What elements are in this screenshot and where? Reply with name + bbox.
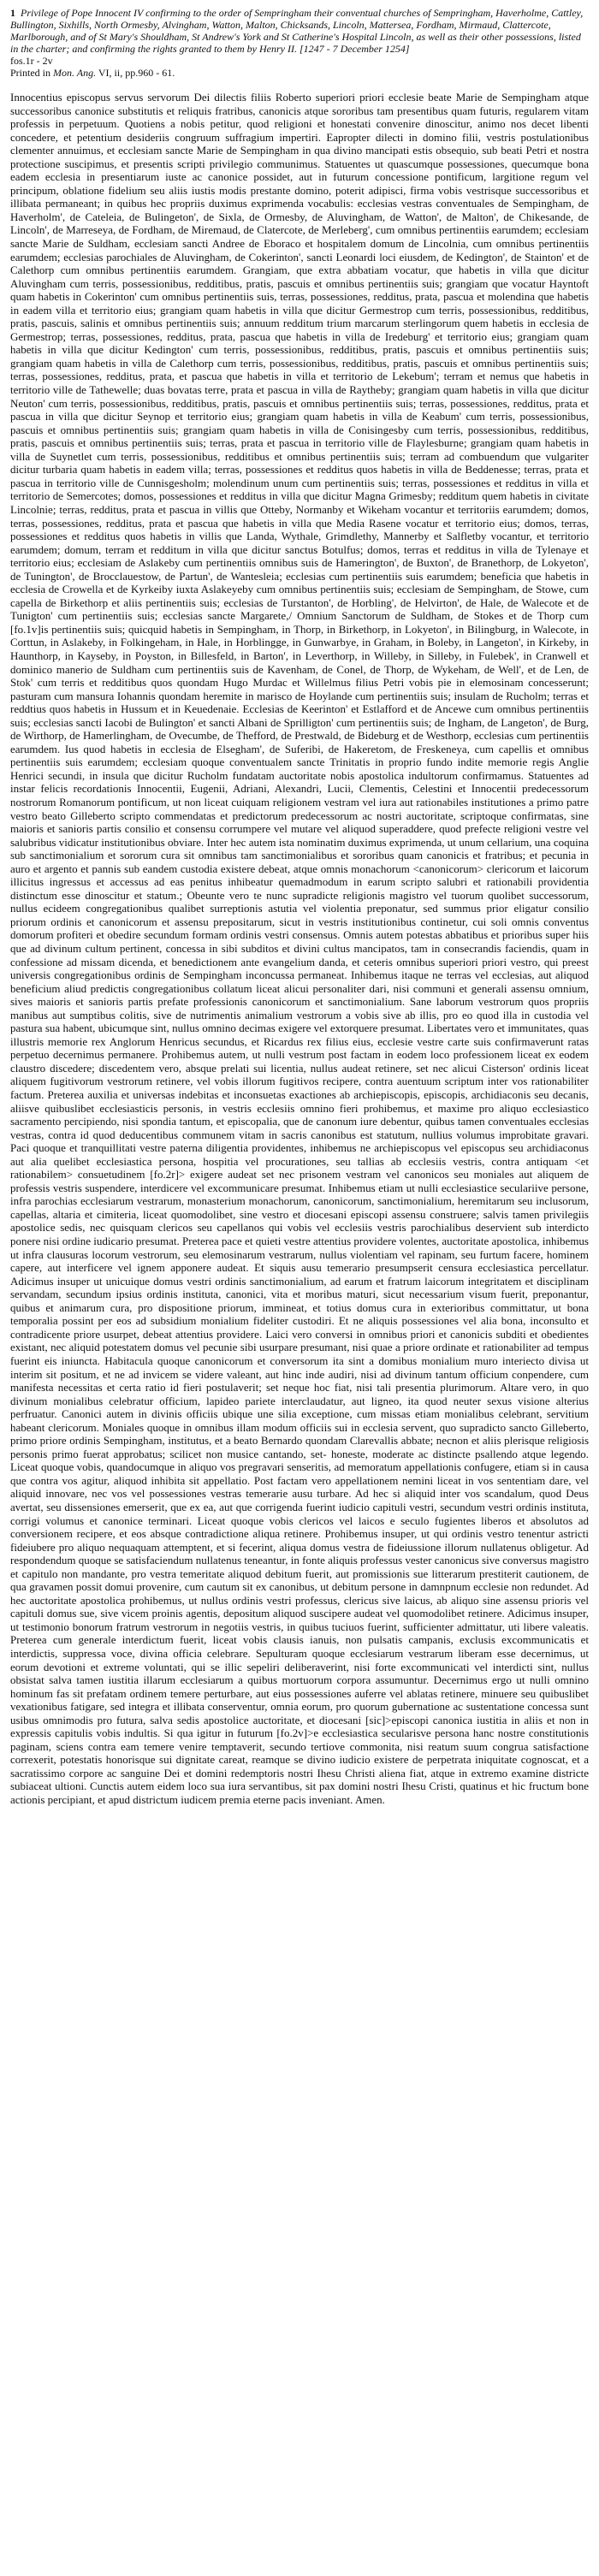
document-header	[10, 7, 589, 55]
folio-reference: fos.1r - 2v	[10, 55, 53, 67]
document-title: Privilege of Pope Innocent IV confirming to the order of Sempringham their conventual churches of Sempringham, Haverholme, Cattley, Bullington, Sixhills, North Ormesby, Alvingham, Watton, Malton, Chicksands, Lincoln, Mattersea, Fordham, Mirmaud, Clattercote, Marlborough, and of St Mary's Shouldham, St Andrew's York and St Catherine's Hospital Lincoln, as well as their other possessions, listed in the charter; and confirming the rights granted to them by Henry II. [1247 - 7 December 1254]	[10, 7, 584, 55]
charter-body-text: Innocentius episcopus servus servorum Dei dilectis filiis Roberto superiori priori ecclesie beate Marie de Sempingham atque successoribus canonice substitutis et reliquis fratribus, canonicis atque sororibus tam presentibus quam futuris, regularem vitam professis in perpetuum. Quotiens a nobis petitur, quod religioni et honestati convenire dinoscitur, animo nos decet libenti concedere, et petentium desideriis congruum suffragium impertiri. Eapropter dilecti in domino filii, vestris postulationibus clementer annuimus, et ecclesiam sancte Marie de Sempingham in qua divino mancipati estis obsequio, sub beati Petri et nostra protectione suscipimus, et presentis scripti privilegio communimus. Statuentes ut quascumque possessiones, quecumque bona eadem ecclesia in presentiarum iuste ac canonice possidet, aut in futurum concessione pontificum, largitione regum vel principum, oblatione fidelium seu aliis iustis modis prestante domino, poterit adipisci, firma vobis vestrisque successoribus et illibata permaneant; in quibus hec propriis duximus exprimenda vocabulis: ecclesias vestras conventuales de Sempingham, de Haverholm', de Cateleia, de Bulingeton', de Sixla, de Ormesby, de Aluvingham, de Watton', de Malton', de Chikesande, de Lincoln', de Marreseya, de Fordham, de Miremaud, de Clatercote, de Merleberg', cum omnibus pertinentiis earumdem; ecclesiam sancte Marie de Suldham, ecclesiam sancti Andree de Eboraco et hospitalem domum de Lincolnia, cum omnibus pertinentiis earumdem; ecclesias parochiales de Aluvingham, de Cokerinton', sancti Leonardi loci eiusdem, de Kedington', de Stainton' et de Calethorp cum omnibus pertinentiis earumdem. Grangiam, que extra abbatiam vocatur, que habetis in villa que dicitur Aluvingham cum terris, possessionibus, redditibus, pratis, pascuis et omnibus pertinentiis suis; grangiam que vocatur Hayntoft quam habetis in Cokerinton' cum omnibus pertinentiis suis, terras, possessiones, redditus, prata, pascua et molendina que habetis in eadem villa et territorio eius; grangiam quam habetis in villa que dicitur Germestrop cum terris, possessionibus, redditibus, pratis, pascuis, salinis et omnibus pertinentiis suis; annuum redditum trium marcarum sterlingorum quem habetis in ecclesia de Germestrop; terras, possessiones, redditus, prata, pascua que habetis in villa de Iredeburg' et territorio eius; grangiam quam habetis in villa que dicitur Kedington' cum terris, possessionibus, redditibus, pratis, pascuis et omnibus pertinentiis suis; grangiam quam habetis in villa de Calethorp cum terris, possessionibus, redditibus, pratis, pascuis et omnibus pertinentiis suis; terras, possessiones, redditus, prata, et pascua que habetis in villa et territorio de Lekebum'; terram et nemus que habetis in territorio ville de Tathewelle; duas bovatas terre, prata et pascua in villa de Raytheby; grangiam quam habetis in villa que dicitur Neuton' cum terris, possessionibus, redditibus, pratis, pascuis et omnibus pertinentiis suis; terras, possessiones, redditus, prata et pascua in villa que dicitur Seynop et territorio eius; grangiam quam habetis in villa de Keabum' cum terris, possessionibus, pascuis et omnibus pertinentiis suis; grangiam quam habetis in villa de Conisingesby cum terris, possessionibus, redditibus, pratis, pascuis et omnibus pertinentiis suis; terras, prata et pascua in territorio ville de Flaylesburne; grangiam quam habetis in villa de Suynetlet cum terris, possessionibus, redditibus et omnibus pertinentiis suis; terram ad combuendum que vulgariter dicitur turbaria quam habetis in eadem villa; terras, possessiones et redditus quos habetis in villa de Beddenesse; terras, prata et pascua in territorio ville de Cunnisgesholm; molendinum unum cum pertinentiis suis; terras, possessiones et redditus in villa et territorio de Semercotes; domos, possessiones et redditus in villa que dicitur Magna Grimesby; redditum quem habetis in civitate Lincolnie; terras, redditus, prata et pascua in villis que Otteby, Normanby et Wikeham vocantur et territoriis earumdem; domos, terras, possessiones, redditus, prata et pascua que habetis in villa que Media Rasene vocatur et territorio eius; domos, terras, possessiones et redditus quos habetis in villis que Landa, Wythale, Grimdlethy, Mannerby et Salfletby vocantur, et territorio earumdem; domum, terram et redditum in villa que dicitur sanctus Botulfus; domos, terras et redditus in villa de Tylenaye et territorio eius; ecclesiam de Aslakeby cum pertinentiis omnibus suis de Hamerington', de Buxton', de Branethorp, de Lokyeton', de Tunington', de Brocclauestow, de Partun', de Wantesleia; ecclesias cum pertinentiis suis earumdem; beneficia que habetis in ecclesia de Crowella et de Kyrkeiby iuxta Aslakeyeby cum omnibus pertinentiis suis; ecclesiam de Sempingham, de Stowe, cum capella de Birkethorp et aliis pertinentiis suis; ecclesias de Turstanton', de Horbling', de Helvirton', de Hale, de Walecote et de Tunigton' cum pertinentiis suis; ecclesias sancte Margarete,/ Omnium Sanctorum de Suldham, de Stokes et de Thorp cum [fo.1v]is pertinentiis suis; quicquid habetis in Sempingham, in Thorp, in Birkethorp, in Lokyeton', in Bilingburg, in Walecote, in Corttun, in Aslakeby, in Folkingeham, in Hale, in Horblingge, in Gunwarbye, in Graham, in Boleby, in Langeton', in Kirkeby, in Haunthorp, in Kayseby, in Poyston, in Billesfeld, in Barton', in Leverthorp, in Willeby, in Silleby, in Fulebek', in Cranwell et dominico manerio de Suldham cum pertinentiis suis de Kavenham, de Conel, de Thorp, de Wykeham, de Well', et de Len, de Stok' cum terris et redditibus quos quondam Hugo Murdac et Willelmus filius Petri vobis pie in elemosinam concesserunt; pasturam cum mansura Iohannis quondam heremite in marisco de Hoylande cum pertinentiis suis; insulam de Rucholm; terras et reddtius quos habetis in Hussum et in Keuedenaie. Ecclesias de Keerinton' et Estlafford et de Ancewe cum omnibus pertinentiis suis; ecclesias sancti Iacobi de Bulington' et sancti Albani de Sprilligton' cum pertinentiis suis; de Ingham, de Langeton', de Burg, de Wirthorp, de Hamerlingham, de Ovecumbe, de Thefford, de Prestwald, de Bideburg et de Westhorp, ecclesias cum pertinentiis earumdem. Ius quod habetis in ecclesia de Elsegham', de Suferibi, de Hakeretom, de Freskeneya, cum capellis et omnibus pertinentiis suis earumdem; ecclesiam quoque conventualem sancte Trinitatis in proprio fundo indite memorie regis Anglie Henrici secundi, in insula que dicitur Rucholm fundatam auctoritate nobis apostolica indultorum confirmamus. Statuentes ad instar felicis recordationis Innocentii, Eugenii, Adriani, Alexandri, Lucii, Clementis, Celestini et Innocentii predecessorum nostrorum Romanorum pontificum, ut non liceat cuiquam religionem vestram vel iura aut rationabiles institutiones a primo patre vestro beato Gilleberto scripto commendatas et predictorum predecessorum ac nostri auctoritate, scriptoque confirmatas, sine maioris et sanioris partis consilio et consensu corrumpere vel mutare vel aliquod superaddere, quod prefecte religioni vestre vel salubribus vidicatur institutionibus obviare. Inter hec autem ista nominatim duximus exprimenda, ut unum cellarium, una coquina sub sanctimonialium et sororum cura sit omnibus tam sanctimonialibus et sororibus quam canonicis et fratribus; et pecunia in auro et argento et pannis sub eandem custodia existere debeat, atque omnis monachorum <canonicorum> clericorum et laicorum illicitus ingressus et accessus ad eas penitus inhibeatur quemadmodum in earum scripto salubri et rationabili providentia distinctum esse dinoscitur et statum.; Obeunte vero te nunc supradicte religionis magistro vel tuorum quolibet successorum, nullus ecideem congregationibus qualibet surreptionis astutia vel violentia preponatur, sed summus prior eligatur consilio priorum ordinis et canonicorum et assensu prepositarum, sicut in vestris institutionibus continetur, cui soli omnis conventus domorum profiteri et obedire secundum formam ordinis vestri consensus. Omnis autem potestas abbatibus et prioribus super hiis que ad divinum cultum pertinent, concessa in sibi subditos et divini cultus mancipatos, tam in consecrandis faciendis, quam in confessione ad missam dicenda, et benedictionem ante evangelium danda, et ceteris omnibus superiori priori vestro, qui preest universis congregationibus ordinis de Sempingham inconcussa permaneat. Inhibemus itaque ne terras vel ecclesias, aut aliquod beneficium aliud predictis congregationibus collatum liceat alicui personaliter dari, nisi communi et generali assensu omnium, sives maioris et sanioris partis prefate professionis canonicorum et sanctimonialium. Sane laborum vestrorum quos propriis manibus aut sumptibus colitis, sive de nutrimentis animalium vestrorum a vobis sive ab illis, pro eo quod illa in custodia vel pastura sua habent, ubicumque sint, nullus omnino decimas exigere vel extorquere presumat. Libertates vero et immunitates, quas illustris memorie rex Anglorum Henricus secundus, et Ricardus rex filius eius, ecclesie vestre carte suis confirmaverunt ratas perpetuo decernimus permanere. Prohibemus autem, ut nulli vestrum post factam in eodem loco professionem liceat ex eodem claustro discedere; discedentem vero, absque prelati sui licentia, nullus audeat retinere, set nec alicui Cisterson' ordinis liceat aliquem fugitivorum vestrorum retinere, vel vobis illorum fugitivos recipere, contra auentuum scriptum inter vos rationabiliter factum. Preterea auxilia et universas indebitas et inconsuetas exactiones ab archiepiscopis, episcopis, archidiaconis seu decanis, aliisve quibuslibet ecclesiasticis personis, in vestris ecclesiis omnino fieri prohibemus, et maxime pro aliquo ecclesiastico sacramento percipiendo, nisi spondia tantum, et episcopalia, que de canonum iure debentur, quibus tamen conventuales ecclesias vestras, contra id quod deducentibus communem vitam in sacris canonibus est statutum, nullius volumus improbitate gravari. Paci quoque et tranquillitati vestre paterna diligentia providentes, inhibemus ne archiepiscopus vel episcopus seu archidiaconus aut alia quelibet ecclesiastica persona, hospitia vel procurationes, seu tallias ab ecclesiis vestris, contra antiquam <et rationabilem> consuetudinem [fo.2r]> exigere audeat set nec prisonem vestram vel canonicos seu moniales aut aliquem de professis vestris suspendere, interdicere vel excommunicare presumat. Inhibemus etiam ut nulli ecclesiastice seculariive persone, infra parochias ecclesiarum vestrarum, monasterium monachorum, canonicorum, sanctimonialium, heremitarum seu inclusorum, capellas, altaria et cimiteria, liceat quomodolibet, sine vestro et diocesani episcopi assensu construere; salvis tamen privilegiis apostolice sedis, nec quisquam clericos seu capellanos qui vobis vel ecclesiis vestris parochialibus deservient sub interdicto ponere nisi ordine iudicario presumat. Preterea pace et quieti vestre attentius providere volentes, auctoritate apostolica, inhibemus ut infra clausuras locorum vestrorum, seu elemosinarum vestrarum, nullus violentiam vel rapinam, seu furtum facere, hominem capere, aut interficere vel ignem apponere audeat. Et siquis ausu temerario presumpserit censura ecclesiastica percellatur. Adicimus insuper ut unicuique domus vestri ordinis sanctimonialium, ad earum et fratrum laicorum integritatem et disciplinam servandam, secundum ipsius ordinis instituta, canonici, vita et moribus maturi, sicut necessarium visum fuerit, preponantur, quibus et animarum cura, pro dispositione priorum, immineat, et totius domus cura in exterioribus committatur, ut bona temporalia possint per eos ad subsidium monialium fideliter custodiri. Et ne aliquis possessiones vel alia bona, inconsulto et contradicente priore usurpet, debeat attentius providere. Laici vero conversi in omnibus priori et canonicis subditi et obedientes existant, nec aliquid potestatem domus vel pecunie sibi usurpare presumant, nisi quae a priore ordinate et rationabiliter ad tempus fuerint eis iniuncta. Habitacula quoque canonicorum et conversorum ita sint a domibus monialium muro interiecto divisa ut interim sit positum, et ne ad invicem se videre valeant, aut hinc inde audiri, nisi ad divinum tantum officium conpendere, cum manifesta necessitas et certa ratio id fieri postulaverit; set neque hoc fiat, nisi tali presentia plurimorum. Altare vero, in quo divinum monialibus celebratur officium, lapideo pariete interclaudatur, aut ligneo, ita quod neuter sexus visione alterius perfruatur. Canonici autem in divinis officiis ubique une silia exceptione, cum missas etiam monialibus celebrant, servitium habeant clericorum. Moniales quoque in omnibus illam modum officiis sui in ecclesia servent, quo supradicto sancto Gilleberto, primo priore ordinis Sempingham, institutus, et a beato Bernardo quondam Clarevallis abbate; necnon et aliis plerisque religiosis personis primo fuerat approbatus; scilicet non musice cantando, set- honeste, moderate ac distincte psallendo atque legendo. Liceat quoque vobis, quandocumque in aliquo vos pregravari senseritis, ad memoratum appellationis confugere, etiam si in causa que contra vos agitur, aliquod inhibita sit appellatio. Post factam vero appellationem nemini liceat in vos sententiam dare, vel aliquid innovare, nec vos vel possessiones vestras temerarie ausu turbare. Ad hec si aliquid inter vos scandalum, quod Deus avertat, seu dissensiones emerserit, que ex ea, aut que corrigenda fuerint iudicio capituli vestri, secundum vestri ordinis instituta, corrigi volumus et canonice terminari. Liceat quoque vobis clericos vel laicos e seculo fugientes liberos et absolutos ad conversionem recipere, et eos absque contradictione aliqua retinere. Prohibemus insuper, ut qui ordinis vestro tenentur astricti fideiubere pro aliquo nequaquam attemptent, et si fecerint, aliqua domus vestra de fideiussione illorum nullatenus obligetur. Ad respondendum quoque se satisfaciendum nullatenus teneantur, in fonte aliquis professus vester canonicus sive conversus magistro et capitulo non mandante, pro vestra temeritate aliquod debitum fuerit, aut promissionis sue litterarum prestiterit cautionem, de qua gravamen possit domui provenire, cum cautum sit ex canonibus, ut debitum persone in damnpnum ecclesie non redundet. Ad hec auctoritate apostolica prohibemus, ut nullus ordinis vestri professus, clericus sive laicus, ab aliquo sine assensu prioris vel capituli domus sue, sive vicem proinis agentis, depositum aliquod suscipere audeat vel quomodolibet retinere. Adicimus insuper, ut testimonio bonorum fratrum vestrorum in negotiis vestris, in quibus tuciuos fuerint, sufficienter admittatur, uti libere valeatis. Preterea cum generale interdictum fuerit, liceat vobis clausis ianuis, non pulsatis campanis, exclusis excommunicatis et interdictis, suppressa voce, divina officia celebrare. Sepulturam quoque ecclesiarum vestrarum liberam esse decernimus, ut eorum devotioni et extreme voluntati, qui se illic sepeliri deliberaverint, nisi forte excommunicati vel interdicti sint, nullus obsistat salva tamen iustitia illarum ecclesiarum a quibus mortuorum corpora assumuntur. Decernimus ergo ut nulli omnino hominum fas sit prefatam ordinem temere perturbare, aut eius possessiones auferre vel ablatas retinere, minuere seu quibuslibet vexationibus fatigare, sed integra et illibata conserventur, omnia eorum, pro quorum gubernatione ac sustentatione concessa sunt usibus omnimodis pro futura, salva sedis apostolice auctoritate, et diocesani [sic]>episcopi canonica iustitia in aliis et non in expressis capitulis vobis indultis. Si qua igitur in futurum [fo.2v]>e ecclesiastica secularisve persona hanc nostre constitutionis paginam, sciens contra eam temere venire temptaverit, secundo tertiove commonita, nisi reatum suum congrua satisfactione correxerit, potestatis honorisque sui dignitate careat, reamque se divino iudicio existere de perpetrata iniquitate cognoscat, et a sacratissimo corpore ac sanguine Dei et domini redemptoris nostri Ihesu Christi aliena fiat, atque in extremo examine districte subiaceat ultioni. Cunctis autem eidem loco sua iura servantibus, sit pax domini nostri Ihesu Cristi, quatinus et hic fructum bone actionis percipiant, et apud districtum iudicem premia eterne pacis inveniant. Amen.	[10, 91, 589, 1806]
printed-source: Mon. Ang.	[53, 67, 97, 79]
printed-suffix: VI, ii, pp.960 - 61.	[96, 67, 175, 79]
printed-reference	[10, 67, 589, 79]
document-number: 1	[10, 7, 15, 19]
printed-prefix: Printed in	[10, 67, 53, 79]
